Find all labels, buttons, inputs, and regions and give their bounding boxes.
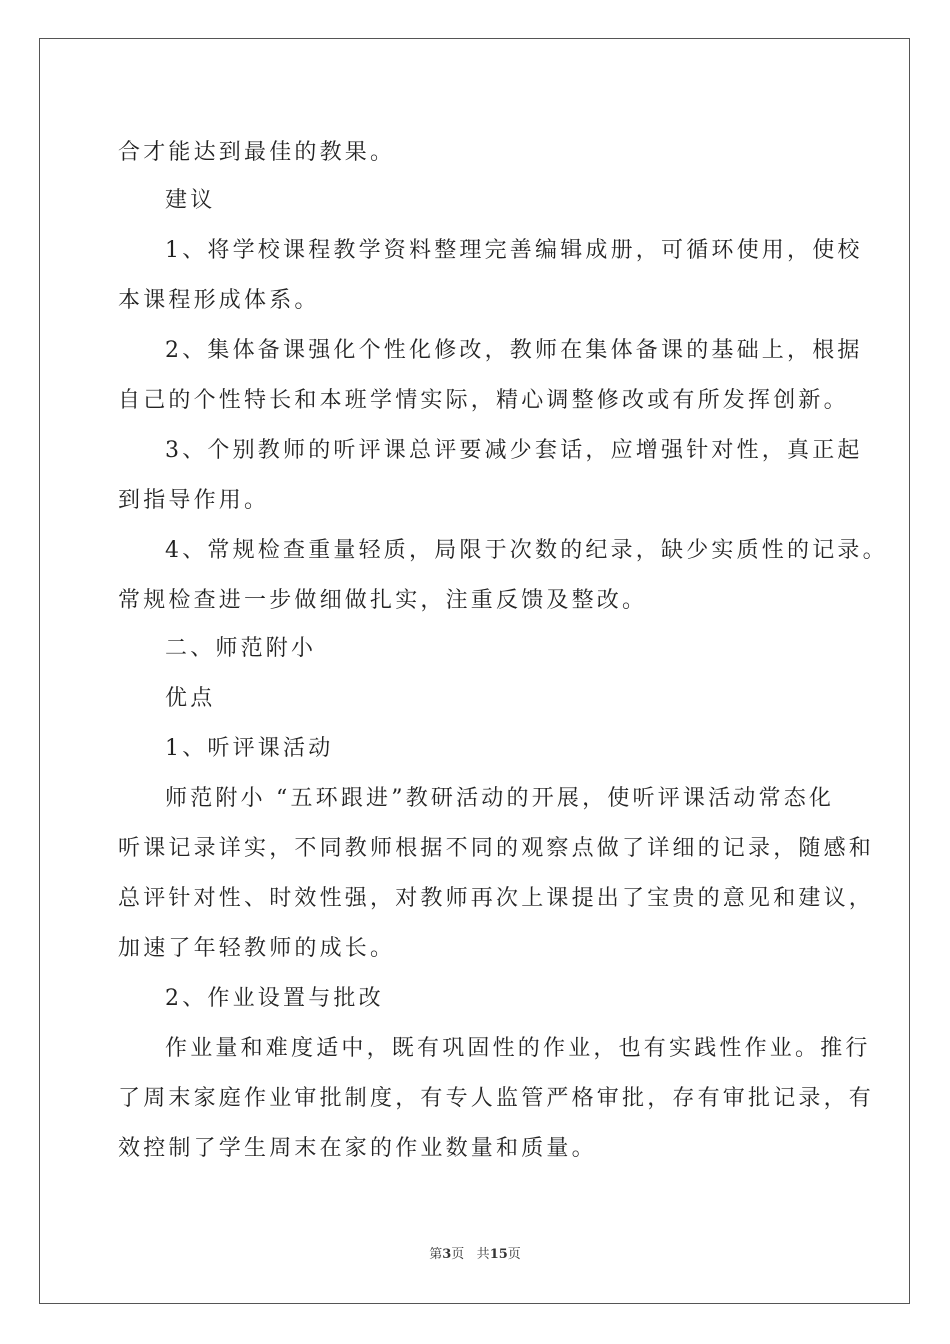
text-line: 常规检查进一步做细做扎实，注重反馈及整改。 [118,588,648,613]
text-line: 到指导作用。 [118,488,270,513]
total-suffix: 页 [507,1247,521,1262]
subsection-heading: 2、作业设置与批改 [165,986,384,1011]
text-line: 1、将学校课程教学资料整理完善编辑成册，可循环使用，使校 [165,238,863,263]
text-line: 合才能达到最佳的教果。 [118,140,396,165]
text-line: 本课程形成体系。 [118,288,320,313]
text-line: 加速了年轻教师的成长。 [118,936,396,961]
text-line: 了周末家庭作业审批制度，有专人监管严格审批，存有审批记录，有 [118,1086,875,1111]
page-prefix: 第 [429,1247,443,1262]
total-pages: 15 [489,1247,508,1262]
text-line: 3、个别教师的听评课总评要减少套话，应增强针对性，真正起 [165,438,863,463]
text-line: 作业量和难度适中，既有巩固性的作业，也有实践性作业。推行 [165,1036,871,1061]
page-number: 3 [442,1247,452,1262]
section-heading: 优点 [165,686,216,711]
text-line: 听课记录详实，不同教师根据不同的观察点做了详细的记录，随感和 [118,836,875,861]
total-prefix: 共 [476,1247,490,1262]
text-line: 2、集体备课强化个性化修改，教师在集体备课的基础上，根据 [165,338,863,363]
subsection-heading: 1、听评课活动 [165,736,334,761]
text-line: 总评针对性、时效性强，对教师再次上课提出了宝贵的意见和建议， [118,886,875,911]
page-frame [39,38,910,1304]
page-suffix: 页 [451,1247,465,1262]
text-line: 效控制了学生周末在家的作业数量和质量。 [118,1136,597,1161]
text-line: 自己的个性特长和本班学情实际，精心调整修改或有所发挥创新。 [118,388,849,413]
section-heading: 建议 [165,188,216,213]
text-line: 4、常规检查重量轻质，局限于次数的纪录，缺少实质性的记录。 [165,538,888,563]
page-footer [0,1246,950,1264]
section-heading: 二、师范附小 [165,636,317,661]
text-line: 师范附小 “五环跟进”教研活动的开展，使听评课活动常态化 [165,786,835,811]
